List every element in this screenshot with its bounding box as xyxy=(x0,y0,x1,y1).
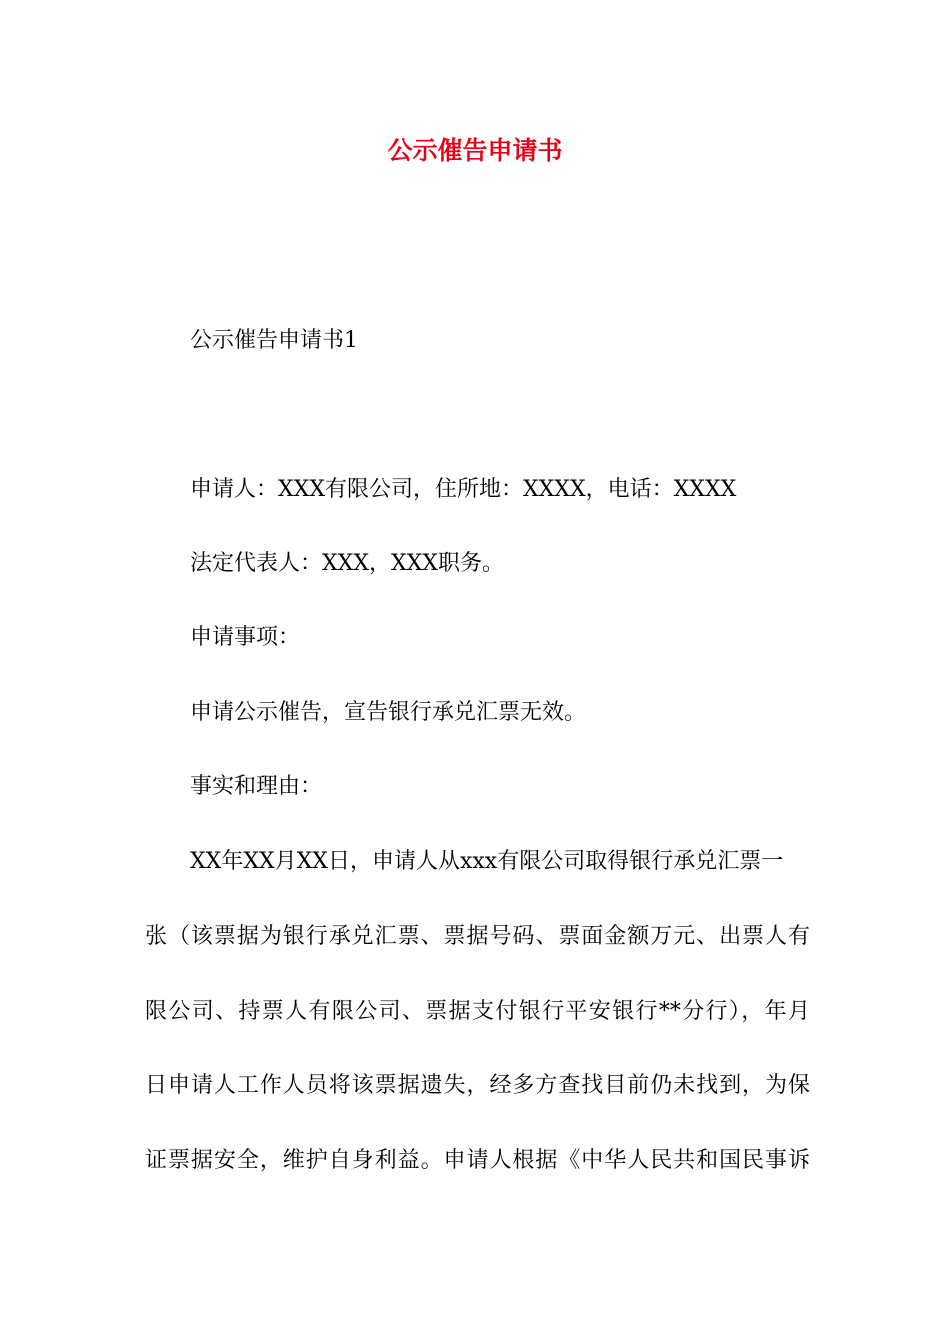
request-heading: 申请事项： xyxy=(190,625,301,650)
request-text: 申请公示催告，宣告银行承兑汇票无效。 xyxy=(190,700,587,725)
document-title: 公示催告申请书 xyxy=(387,136,563,165)
facts-line: 证票据安全，维护自身利益。申请人根据《中华人民共和国民事诉 xyxy=(145,1148,810,1173)
legal-representative-line: 法定代表人：XXX，XXX职务。 xyxy=(190,551,504,576)
facts-line: 张（该票据为银行承兑汇票、票据号码、票面金额万元、出票人有 xyxy=(145,924,810,949)
facts-line: XX年XX月XX日，申请人从xxx有限公司取得银行承兑汇票一 xyxy=(190,849,784,874)
applicant-line: 申请人：XXX有限公司，住所地：XXXX，电话：XXXX xyxy=(190,477,737,502)
facts-line: 限公司、持票人有限公司、票据支付银行平安银行**分行），年月 xyxy=(145,999,810,1024)
facts-line: 日申请人工作人员将该票据遗失，经多方查找目前仍未找到，为保 xyxy=(145,1073,810,1098)
facts-heading: 事实和理由： xyxy=(190,774,323,799)
section-subtitle: 公示催告申请书1 xyxy=(190,328,358,353)
